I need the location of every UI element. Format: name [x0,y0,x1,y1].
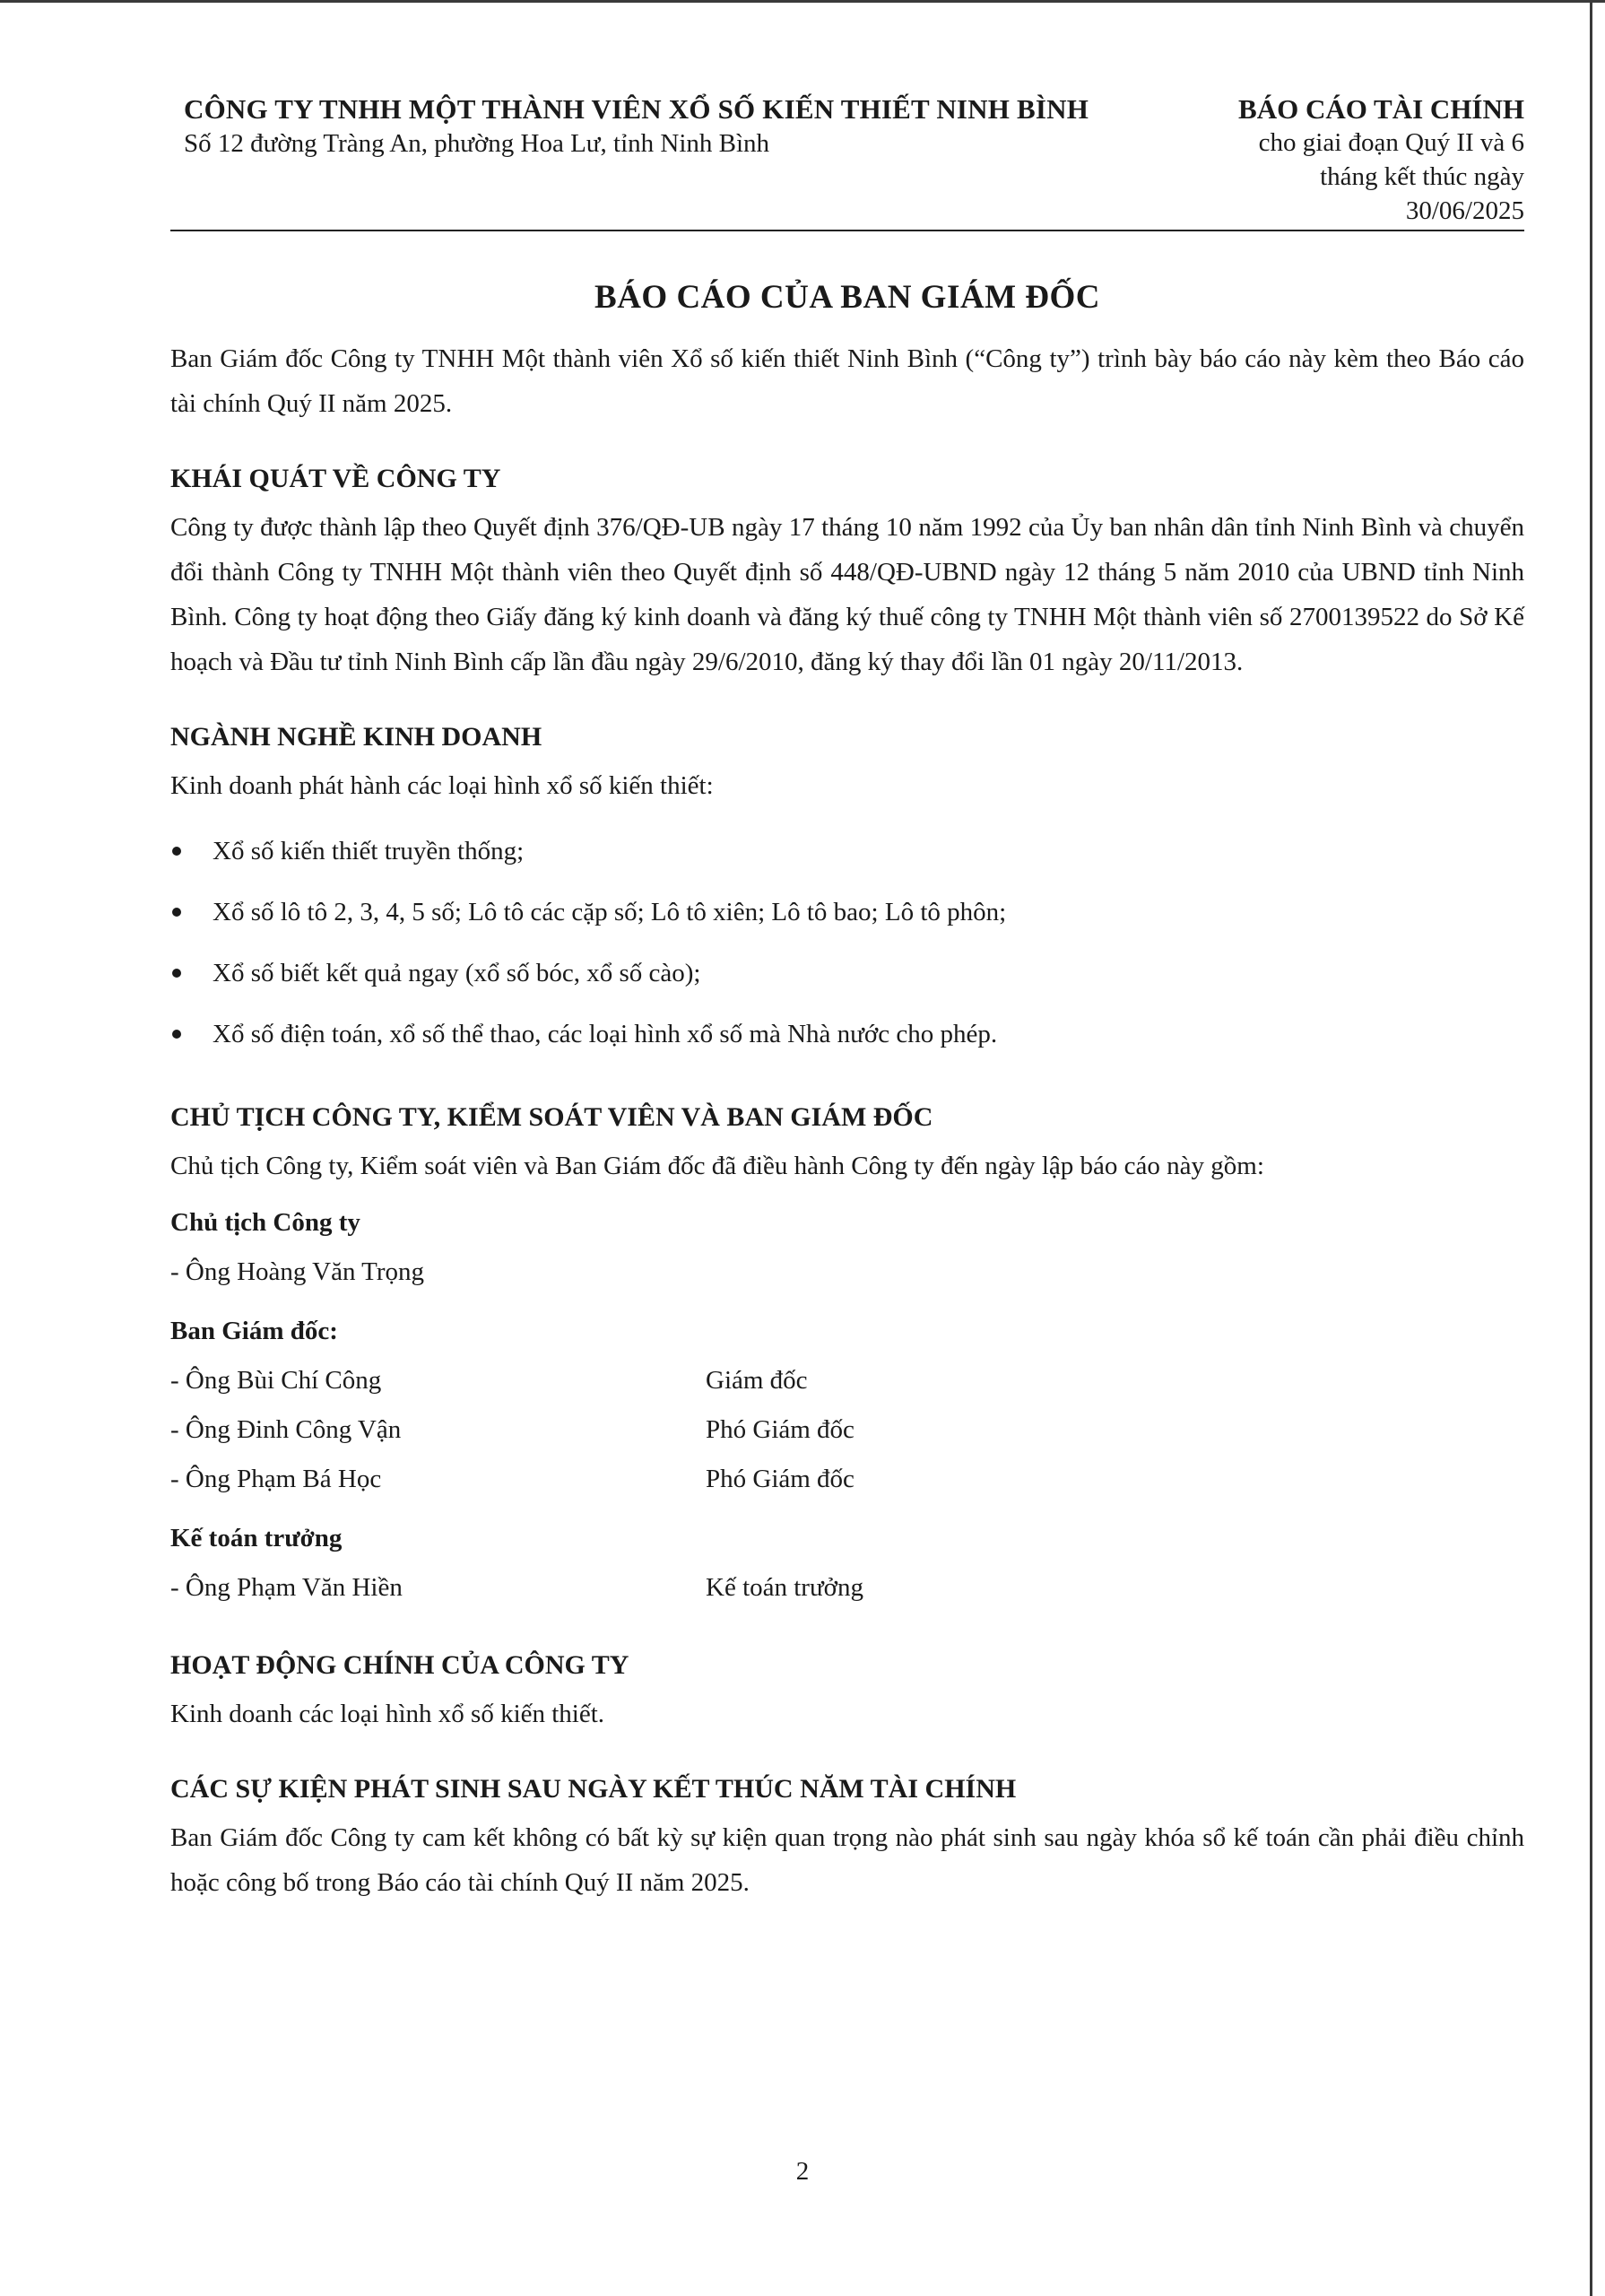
section-heading-business: NGÀNH NGHỀ KINH DOANH [170,722,542,752]
report-title: BÁO CÁO TÀI CHÍNH [1238,93,1524,125]
person-name: - Ông Hoàng Văn Trọng [170,1257,425,1286]
intro-paragraph: Ban Giám đốc Công ty TNHH Một thành viên Xổ số kiến thiết Ninh Bình (“Công ty”) trình bày báo cáo này kèm theo Báo cáo tài chính Quý II năm 2025. [170,344,1524,418]
events-paragraph: Ban Giám đốc Công ty cam kết không có bất kỳ sự kiện quan trọng nào phát sinh sau ngày khóa sổ kế toán cần phải điều chỉnh hoặc công bố trong Báo cáo tài chính Quý II năm 2025. [170,1823,1524,1897]
business-paragraph: Kinh doanh phát hành các loại hình xổ số kiến thiết: [170,771,714,800]
company-name: CÔNG TY TNHH MỘT THÀNH VIÊN XỔ SỐ KIẾN THIẾT NINH BÌNH [184,93,1089,125]
board-heading: Ban Giám đốc: [170,1317,338,1345]
section-heading-management: CHỦ TỊCH CÔNG TY, KIỂM SOÁT VIÊN VÀ BAN GIÁM ĐỐC [170,1102,933,1132]
section-heading-activities: HOẠT ĐỘNG CHÍNH CỦA CÔNG TY [170,1650,629,1680]
report-subtitle-line: 30/06/2025 [1405,196,1524,225]
person-row [170,1563,1524,1613]
page-top-edge [0,0,1605,3]
overview-paragraph: Công ty được thành lập theo Quyết định 376/QĐ-UB ngày 17 tháng 10 năm 1992 của Ủy ban nhân dân tỉnh Ninh Bình và chuyển đổi thành Công ty TNHH Một thành viên theo Quyết định số 448/QĐ-UBND ngày 12 tháng 5 năm 2010 của UBND tỉnh Ninh Bình. Công ty hoạt động theo Giấy đăng ký kinh doanh và đăng ký thuế công ty TNHH Một thành viên số 2700139522 do Sở Kế hoạch và Đầu tư tỉnh Ninh Bình cấp lần đầu ngày 29/6/2010, đăng ký thay đổi lần 01 ngày 20/11/2013. [170,513,1524,676]
company-block [184,93,1089,159]
report-block [1202,93,1524,228]
business-list [170,821,1524,1065]
report-subtitle-line: cho giai đoạn Quý II và 6 [1258,128,1524,157]
person-role: Giám đốc [706,1366,808,1395]
report-subtitle-line: tháng kết thúc ngày [1320,162,1524,191]
person-name: - Ông Bùi Chí Công [170,1366,382,1395]
person-role: Phó Giám đốc [706,1415,855,1444]
accountant-heading: Kế toán trưởng [170,1524,343,1552]
person-row [170,1356,1524,1405]
management-paragraph: Chủ tịch Công ty, Kiểm soát viên và Ban Giám đốc đã điều hành Công ty đến ngày lập báo cáo này gồm: [170,1152,1264,1180]
person-row [170,1248,1524,1297]
person-row [170,1455,1524,1504]
person-row [170,1405,1524,1455]
section-heading-events: CÁC SỰ KIỆN PHÁT SINH SAU NGÀY KẾT THÚC NĂM TÀI CHÍNH [170,1774,1017,1804]
company-address: Số 12 đường Tràng An, phường Hoa Lư, tỉnh Ninh Bình [184,129,770,158]
list-item: Xổ số kiến thiết truyền thống; [170,821,1524,882]
chairman-heading: Chủ tịch Công ty [170,1208,360,1237]
list-item: Xổ số biết kết quả ngay (xổ số bóc, xổ số cào); [170,943,1524,1004]
page-number: 2 [795,2157,810,2186]
document-header [170,90,1524,231]
person-name: - Ông Phạm Văn Hiền [170,1573,403,1602]
list-item: Xổ số điện toán, xổ số thể thao, các loại hình xổ số mà Nhà nước cho phép. [170,1004,1524,1065]
person-name: - Ông Phạm Bá Học [170,1465,382,1493]
person-role: Kế toán trưởng [706,1573,864,1602]
section-heading-overview: KHÁI QUÁT VỀ CÔNG TY [170,464,501,493]
header-divider [170,230,1524,231]
page-title: BÁO CÁO CỦA BAN GIÁM ĐỐC [594,279,1100,316]
person-name: - Ông Đinh Công Vận [170,1415,402,1444]
list-item: Xổ số lô tô 2, 3, 4, 5 số; Lô tô các cặp số; Lô tô xiên; Lô tô bao; Lô tô phôn; [170,882,1524,943]
document-page [170,90,1524,1905]
activities-paragraph: Kinh doanh các loại hình xổ số kiến thiết. [170,1700,605,1728]
person-role: Phó Giám đốc [706,1465,855,1493]
page-right-edge [1590,0,1592,2296]
